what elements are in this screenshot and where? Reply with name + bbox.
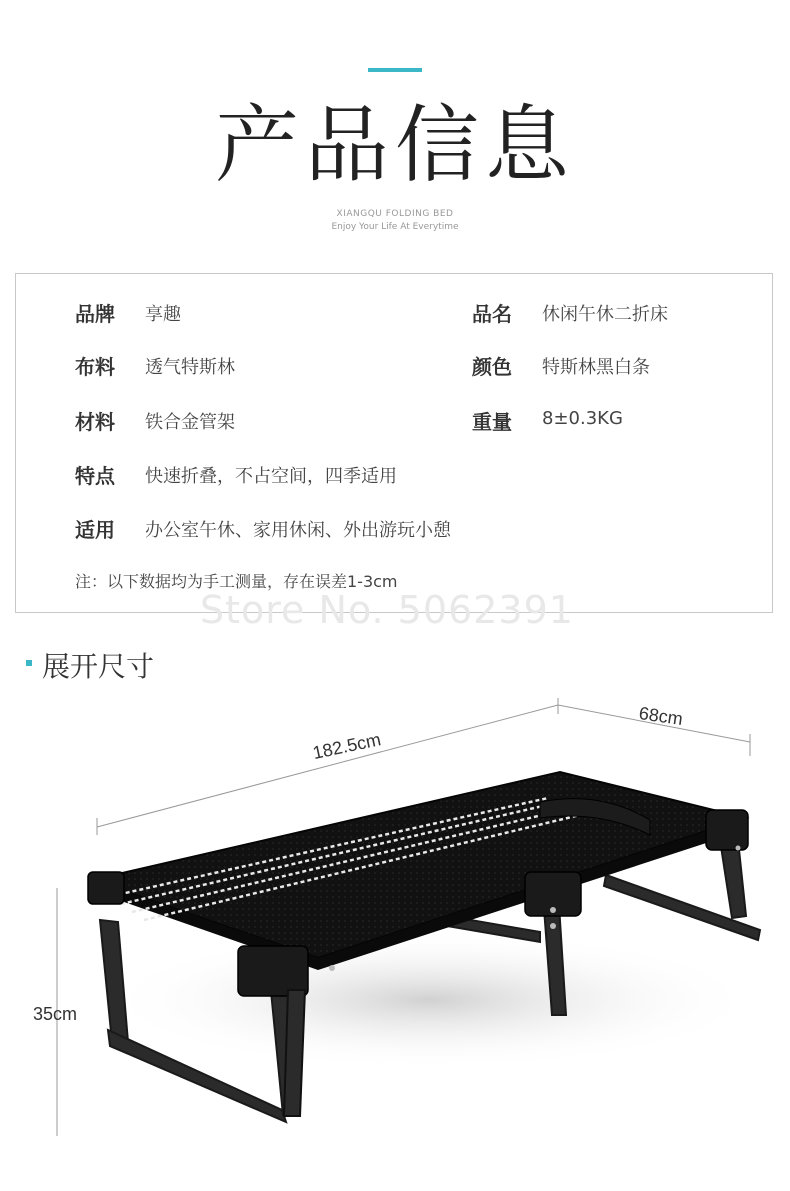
page-title: 产品信息 [214, 96, 575, 194]
weight-label: 重量 [472, 410, 512, 434]
section-bullet-icon [26, 660, 32, 666]
weight-value: 8±0.3KG [542, 408, 623, 429]
store-watermark: Store No. 5062391 [200, 588, 574, 632]
floor-shadow [100, 930, 760, 1070]
material-label: 材料 [75, 410, 115, 434]
color-value: 特斯林黑白条 [542, 357, 650, 378]
front-legs [284, 990, 305, 1116]
measurement-note: 注：以下数据均为手工测量，存在误差1-3cm [75, 572, 398, 591]
brand-label: 品牌 [75, 302, 115, 326]
fabric-value: 透气特斯林 [145, 357, 235, 378]
folding-bed-image [0, 690, 790, 1170]
section-title: 展开尺寸 [42, 650, 155, 683]
usage-value: 办公室午休、家用休闲、外出游玩小憩 [145, 520, 451, 541]
feature-value: 快速折叠，不占空间，四季适用 [145, 466, 397, 487]
slogan-subtitle: Enjoy Your Life At Everytime [331, 222, 459, 232]
title-accent-bar [368, 68, 422, 72]
brand-value: 享趣 [145, 304, 181, 325]
length-dimension-label: 182.5cm [310, 729, 383, 764]
product-name-label: 品名 [472, 302, 512, 326]
height-dimension-label: 35cm [33, 1004, 78, 1024]
usage-label: 适用 [75, 518, 115, 542]
material-value: 铁合金管架 [145, 412, 235, 433]
fabric-label: 布料 [75, 355, 115, 379]
brand-subtitle: XIANGQU FOLDING BED [336, 209, 454, 219]
feature-label: 特点 [75, 464, 115, 488]
product-name-value: 休闲午休二折床 [542, 304, 668, 325]
width-dimension-label: 68cm [637, 703, 685, 730]
color-label: 颜色 [472, 355, 512, 379]
